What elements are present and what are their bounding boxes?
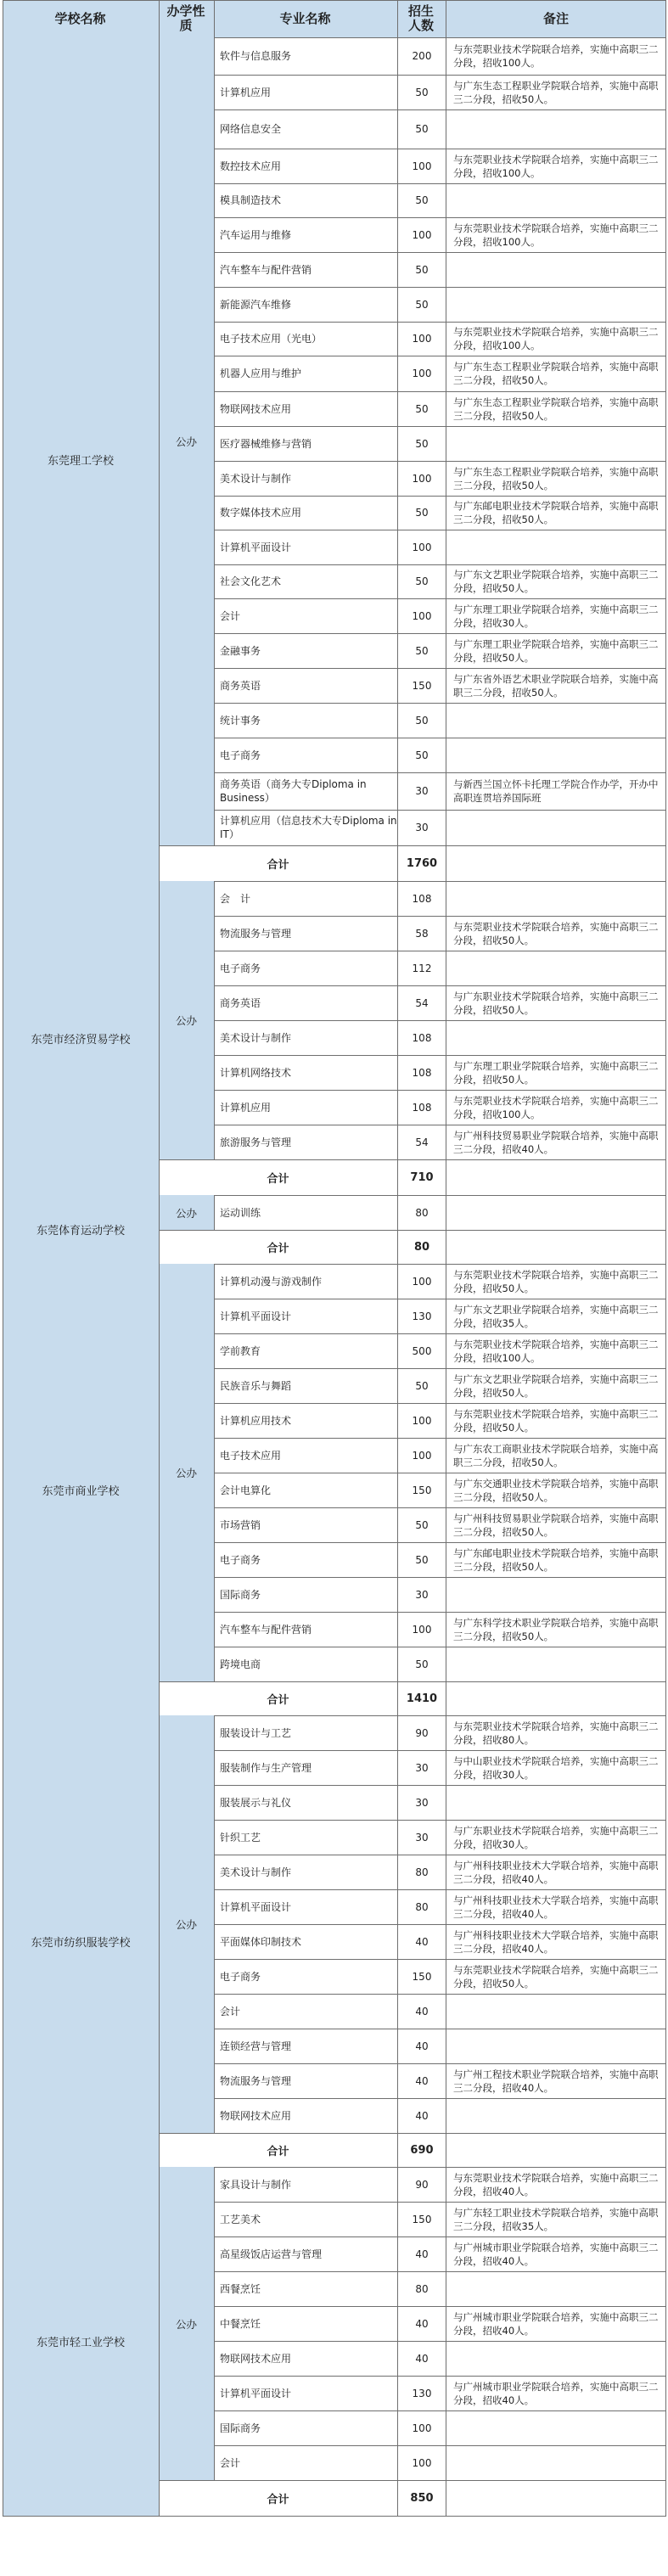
- school-name: 东莞市纺织服装学校: [31, 1936, 131, 1950]
- header-remarks: 备注: [542, 10, 569, 26]
- column-rule: [214, 1715, 215, 2133]
- remarks: 与广州城市职业学院联合培养，实施中高职三二分段，招收40人。: [453, 2380, 659, 2406]
- column-rule: [159, 1715, 160, 2167]
- major-name: 服装展示与礼仪: [220, 1796, 292, 1809]
- remarks: [446, 810, 666, 845]
- remarks: 与东莞职业技术学院联合培养，实施中高职三二分段，招收100人。: [453, 222, 659, 248]
- enrollment-count: 30: [415, 1588, 429, 1601]
- enrollment-count: 50: [415, 1379, 429, 1392]
- enrollment-count: 108: [412, 1031, 432, 1044]
- enrollment-count: 30: [415, 785, 429, 797]
- remarks: 与广东生态工程职业学院联合培养，实施中高职三二分段，招收50人。: [453, 465, 659, 491]
- major-name: 机器人应用与维护: [220, 368, 302, 379]
- column-rule: [214, 1195, 215, 1230]
- total-label: 合计: [267, 858, 289, 872]
- major-name: 运动训练: [220, 1206, 261, 1219]
- enrollment-count: 100: [412, 1449, 432, 1462]
- total-label: 合计: [267, 2145, 289, 2158]
- remarks: 与新西兰国立怀卡托理工学院合作办学，开办中高职连贯培养国际班: [453, 778, 659, 804]
- major-name: 商务英语: [220, 679, 261, 692]
- enrollment-count: 50: [415, 437, 429, 450]
- remarks: 与广东理工职业学院联合培养，实施中高职三二分段，招收50人。: [453, 1059, 659, 1086]
- remarks: 与东莞职业技术学院联合培养，实施中高职三二分段，招收50人。: [453, 1407, 659, 1434]
- remarks: [446, 2341, 666, 2376]
- major-name: 物联网技术应用: [220, 402, 292, 415]
- enrollment-count: 100: [412, 1623, 432, 1636]
- school-nature: 公办: [175, 1206, 197, 1220]
- major-name: 美术设计与制作: [220, 472, 292, 485]
- remarks: 与东莞职业技术学院联合培养，实施中高职三二分段，招收100人。: [453, 326, 659, 351]
- remarks: 与广州城市职业学院联合培养，实施中高职三二分段，招收40人。: [453, 2241, 659, 2267]
- major-name: 会计: [220, 609, 241, 622]
- total-count: 850: [410, 2491, 434, 2505]
- table-right-border: [665, 0, 666, 2516]
- major-name: 电子技术应用: [220, 1449, 282, 1462]
- remarks: 与广东文艺职业学院联合培养，实施中高职三二分段，招收50人。: [453, 1372, 659, 1399]
- enrollment-count: 54: [415, 1136, 429, 1148]
- major-name: 软件与信息服务: [220, 50, 292, 62]
- enrollment-count: 54: [415, 996, 429, 1009]
- major-name: 网络信息安全: [220, 123, 282, 135]
- enrollment-count: 50: [415, 402, 429, 415]
- remarks: [446, 2098, 666, 2133]
- table-top-border: [3, 0, 666, 1]
- enrollment-count: 40: [415, 2109, 429, 2122]
- enrollment-count: 30: [415, 1831, 429, 1844]
- enrollment-count: 100: [412, 160, 432, 172]
- enrollment-count: 80: [415, 1206, 429, 1219]
- remarks: 与东莞职业技术学院联合培养，实施中高职三二分段，招收100人。: [453, 43, 659, 69]
- major-name: 汽车整车与配件营销: [220, 1623, 312, 1636]
- major-name: 数字媒体技术应用: [220, 507, 302, 519]
- remarks: [446, 252, 666, 287]
- block-rule: [3, 2516, 666, 2517]
- enrollment-count: 108: [412, 1101, 432, 1114]
- enrollment-count: 50: [415, 1553, 429, 1566]
- enrollment-count: 40: [415, 2317, 429, 2330]
- remarks: 与广州科技职业技术大学联合培养，实施中高职三二分段，招收40人。: [453, 1928, 659, 1955]
- enrollment-count: 40: [415, 2040, 429, 2052]
- remarks: 与东莞职业技术学院联合培养，实施中高职三二分段，招收40人。: [453, 2171, 659, 2197]
- enrollment-count: 100: [412, 609, 432, 622]
- enrollment-count: 50: [415, 123, 429, 135]
- school-nature: 公办: [175, 1918, 197, 1931]
- enrollment-count: 50: [415, 714, 429, 727]
- enrollment-table: [3, 0, 666, 2573]
- major-name: 统计事务: [220, 714, 261, 727]
- remarks: 与广东文艺职业学院联合培养，实施中高职三二分段，招收50人。: [453, 569, 659, 594]
- enrollment-count: 50: [415, 644, 429, 657]
- total-label: 合计: [267, 1242, 289, 1255]
- enrollment-count: 50: [415, 86, 429, 98]
- major-name: 金融事务: [220, 644, 261, 657]
- enrollment-count: 40: [415, 2248, 429, 2260]
- major-name: 计算机动漫与游戏制作: [220, 1275, 323, 1288]
- remarks: [446, 1994, 666, 2029]
- column-rule: [214, 2167, 215, 2480]
- major-name: 国际商务: [220, 1588, 261, 1601]
- remarks: [446, 951, 666, 985]
- remarks: [446, 1647, 666, 1681]
- enrollment-count: 40: [415, 1935, 429, 1948]
- school-nature: 公办: [175, 1467, 197, 1479]
- major-name: 物联网技术应用: [220, 2109, 292, 2122]
- major-name: 计算机平面设计: [220, 541, 292, 553]
- remarks: [446, 703, 666, 738]
- major-name: 国际商务: [220, 2422, 261, 2434]
- remarks: [446, 1195, 666, 1230]
- column-rule: [159, 37, 160, 881]
- major-name: 家具设计与制作: [220, 2178, 292, 2191]
- enrollment-count: 80: [415, 2282, 429, 2295]
- major-name: 学前教育: [220, 1344, 261, 1357]
- school-name: 东莞体育运动学校: [36, 1225, 125, 1237]
- major-name: 美术设计与制作: [220, 1031, 292, 1044]
- total-label: 合计: [267, 1172, 289, 1186]
- remarks: 与广东生态工程职业学院联合培养，实施中高职三二分段，招收50人。: [453, 396, 659, 422]
- major-name: 计算机应用技术: [220, 1414, 292, 1427]
- major-name: 医疗器械维修与营销: [220, 437, 312, 450]
- column-rule: [397, 881, 398, 1195]
- remarks: 与广东农工商职业技术学院联合培养，实施中高职三二分段，招收50人。: [453, 1442, 659, 1468]
- total-count: 710: [410, 1170, 434, 1184]
- header-school-name: 学校名称: [54, 10, 106, 26]
- remarks: 与广东理工职业学院联合培养，实施中高职三二分段，招收30人。: [453, 603, 659, 629]
- column-rule: [397, 1264, 398, 1715]
- enrollment-count: 108: [412, 1066, 432, 1079]
- school-nature: 公办: [175, 2317, 197, 2331]
- enrollment-count: 30: [415, 1761, 429, 1774]
- remarks: 与广东邮电职业技术学院联合培养，实施中高职三二分段，招收50人。: [453, 500, 659, 525]
- enrollment-count: 90: [415, 2178, 429, 2191]
- major-name: 连锁经营与管理: [220, 2040, 292, 2052]
- major-name: 会计电算化: [220, 1484, 272, 1496]
- school-name: 东莞市商业学校: [42, 1484, 120, 1498]
- enrollment-count: 50: [415, 1658, 429, 1670]
- major-name: 商务英语（商务大专Diploma in Business）: [220, 778, 367, 804]
- enrollment-count: 90: [415, 1726, 429, 1739]
- remarks: [446, 2029, 666, 2063]
- total-label: 合计: [267, 1693, 289, 1707]
- enrollment-count: 100: [412, 2422, 432, 2434]
- total-label: 合计: [267, 2493, 289, 2506]
- major-name: 会计: [220, 2005, 241, 2018]
- remarks: 与广州科技贸易职业学院联合培养，实施中高职三二分段，招收40人。: [453, 1129, 659, 1155]
- major-name: 跨境电商: [220, 1658, 261, 1670]
- enrollment-count: 130: [412, 1310, 432, 1322]
- remarks: 与广州科技贸易职业学院联合培养，实施中高职三二分段，招收50人。: [453, 1512, 659, 1538]
- enrollment-count: 58: [415, 927, 429, 940]
- remarks: 与广东省外语艺术职业学院联合培养，实施中高职三二分段，招收50人。: [453, 672, 659, 699]
- column-rule: [214, 1264, 215, 1681]
- major-name: 社会文化艺术: [220, 575, 282, 587]
- enrollment-count: 50: [415, 1518, 429, 1531]
- total-count: 80: [413, 1240, 430, 1254]
- remarks: 与广东生态工程职业学院联合培养，实施中高职三二分段，招收50人。: [453, 79, 659, 105]
- major-name: 中餐烹饪: [220, 2317, 261, 2330]
- column-rule: [397, 37, 398, 881]
- remarks: 与东莞职业技术学院联合培养，实施中高职三二分段，招收100人。: [453, 1094, 659, 1120]
- total-count: 690: [410, 2143, 434, 2157]
- header-column-rule: [397, 0, 398, 37]
- remarks: 与广东职业技术学院联合培养，实施中高职三二分段，招收50人。: [453, 990, 659, 1016]
- enrollment-count: 50: [415, 575, 429, 587]
- major-name: 计算机应用: [220, 1101, 272, 1114]
- major-name: 高星级饭店运营与管理: [220, 2248, 323, 2260]
- school-name: 东莞理工学校: [47, 454, 114, 468]
- enrollment-count: 100: [412, 228, 432, 241]
- remarks: 与广东理工职业学院联合培养，实施中高职三二分段，招收50人。: [453, 637, 659, 664]
- major-name: 计算机平面设计: [220, 1900, 292, 1913]
- remarks: [446, 109, 666, 149]
- remarks: 与东莞职业技术学院联合培养，实施中高职三二分段，招收100人。: [453, 1338, 659, 1364]
- remarks: 与东莞职业技术学院联合培养，实施中高职三二分段，招收50人。: [453, 1268, 659, 1294]
- enrollment-count: 150: [412, 1484, 432, 1496]
- major-name: 计算机应用: [220, 86, 272, 98]
- enrollment-count: 200: [412, 50, 432, 62]
- major-name: 汽车运用与维修: [220, 228, 292, 241]
- enrollment-count: 100: [412, 333, 432, 345]
- enrollment-count: 30: [415, 1796, 429, 1809]
- enrollment-count: 100: [412, 368, 432, 379]
- remarks: 与广东轻工职业技术学院联合培养，实施中高职三二分段，招收35人。: [453, 2206, 659, 2232]
- enrollment-count: 30: [415, 822, 429, 833]
- major-name: 计算机平面设计: [220, 1310, 292, 1322]
- major-name: 会计: [220, 2456, 241, 2469]
- enrollment-count: 50: [415, 507, 429, 519]
- school-name: 东莞市经济贸易学校: [31, 1033, 131, 1047]
- major-name: 电子商务: [220, 962, 261, 974]
- major-name: 物联网技术应用: [220, 2352, 292, 2365]
- column-rule: [214, 37, 215, 845]
- major-name: 电子商务: [220, 749, 261, 761]
- column-rule: [397, 2167, 398, 2516]
- major-name: 工艺美术: [220, 2213, 261, 2225]
- enrollment-count: 40: [415, 2352, 429, 2365]
- total-count: 1410: [406, 1692, 438, 1705]
- major-name: 电子商务: [220, 1970, 261, 1983]
- enrollment-count: 150: [412, 1970, 432, 1983]
- enrollment-count: 100: [412, 1275, 432, 1288]
- enrollment-count: 108: [412, 892, 432, 905]
- remarks: [446, 2445, 666, 2480]
- remarks: [446, 1020, 666, 1055]
- enrollment-count: 100: [412, 2456, 432, 2469]
- major-name: 服装制作与生产管理: [220, 1761, 312, 1774]
- column-rule: [159, 881, 160, 1195]
- major-name: 美术设计与制作: [220, 1866, 292, 1878]
- remarks: 与广东邮电职业技术学院联合培养，实施中高职三二分段，招收50人。: [453, 1546, 659, 1573]
- remarks: 与广东生态工程职业学院联合培养，实施中高职三二分段，招收50人。: [453, 361, 659, 386]
- enrollment-count: 130: [412, 2387, 432, 2399]
- remarks: 与东莞职业技术学院联合培养，实施中高职三二分段，招收100人。: [453, 153, 659, 179]
- major-name: 市场营销: [220, 1518, 261, 1531]
- school-name: 东莞市轻工业学校: [36, 2337, 125, 2349]
- remarks: 与东莞职业技术学院联合培养，实施中高职三二分段，招收50人。: [453, 920, 659, 946]
- column-rule: [397, 1715, 398, 2167]
- remarks: [446, 530, 666, 564]
- remarks: [446, 1577, 666, 1612]
- school-nature: 公办: [175, 1014, 197, 1027]
- enrollment-count: 40: [415, 2074, 429, 2087]
- enrollment-count: 150: [412, 2213, 432, 2225]
- major-name: 电子商务: [220, 1553, 261, 1566]
- remarks: [446, 2410, 666, 2445]
- major-name: 针织工艺: [220, 1831, 261, 1844]
- remarks: [446, 287, 666, 322]
- major-name: 物流服务与管理: [220, 2074, 292, 2087]
- header-major-name: 专业名称: [279, 10, 331, 26]
- major-name: 新能源汽车维修: [220, 298, 292, 311]
- remarks: [446, 2271, 666, 2306]
- enrollment-count: 150: [412, 679, 432, 692]
- remarks: [446, 881, 666, 916]
- remarks: 与东莞职业技术学院联合培养，实施中高职三二分段，招收80人。: [453, 1720, 659, 1746]
- remarks: [446, 1785, 666, 1820]
- header-column-rule: [159, 0, 160, 37]
- enrollment-count: 500: [412, 1344, 432, 1357]
- remarks: 与广州城市职业学院联合培养，实施中高职三二分段，招收40人。: [453, 2310, 659, 2337]
- enrollment-count: 100: [412, 541, 432, 553]
- remarks: 与广州科技职业技术大学联合培养，实施中高职三二分段，招收40人。: [453, 1894, 659, 1920]
- major-name: 服装设计与工艺: [220, 1726, 292, 1739]
- column-rule: [159, 2167, 160, 2516]
- major-name: 计算机平面设计: [220, 2387, 292, 2399]
- remarks: 与中山职业技术学院联合培养，实施中高职三二分段，招收30人。: [453, 1754, 659, 1781]
- enrollment-count: 40: [415, 2005, 429, 2018]
- major-name: 电子技术应用（光电）: [220, 333, 323, 345]
- major-name: 计算机网络技术: [220, 1066, 292, 1079]
- enrollment-count: 80: [415, 1866, 429, 1878]
- remarks: 与广东职业技术学院联合培养，实施中高职三二分段，招收30人。: [453, 1824, 659, 1850]
- remarks: 与广州科技职业技术大学联合培养，实施中高职三二分段，招收40人。: [453, 1859, 659, 1885]
- remarks: 与广东交通职业技术学院联合培养，实施中高职三二分段，招收50人。: [453, 1477, 659, 1503]
- column-rule: [214, 881, 215, 1159]
- remarks: 与广东文艺职业学院联合培养，实施中高职三二分段，招收35人。: [453, 1303, 659, 1329]
- enrollment-count: 50: [415, 298, 429, 311]
- column-rule: [159, 1264, 160, 1715]
- total-count: 1760: [406, 856, 438, 870]
- enrollment-count: 100: [412, 1414, 432, 1427]
- major-name: 物流服务与管理: [220, 927, 292, 940]
- remarks: [446, 426, 666, 461]
- school-nature: 公办: [175, 435, 197, 448]
- remarks: [446, 738, 666, 772]
- major-name: 汽车整车与配件营销: [220, 263, 312, 276]
- header-nature: 办学性质: [166, 3, 205, 33]
- major-name: 计算机应用（信息技术大专Diploma in IT）: [220, 815, 397, 840]
- remarks: 与广州工程技术职业学院联合培养，实施中高职三二分段，招收40人。: [453, 2068, 659, 2094]
- major-name: 模具制造技术: [220, 194, 282, 206]
- enrollment-count: 50: [415, 194, 429, 206]
- remarks: 与东莞职业技术学院联合培养，实施中高职三二分段，招收50人。: [453, 1963, 659, 1990]
- enrollment-count: 80: [415, 1900, 429, 1913]
- major-name: 商务英语: [220, 996, 261, 1009]
- major-name: 平面媒体印制技术: [220, 1935, 302, 1948]
- major-name: 西餐烹饪: [220, 2282, 261, 2295]
- enrollment-count: 50: [415, 749, 429, 761]
- major-name: 数控技术应用: [220, 160, 282, 172]
- enrollment-count: 50: [415, 263, 429, 276]
- enrollment-count: 100: [412, 472, 432, 485]
- remarks: 与广东科学技术职业学院联合培养，实施中高职三二分段，招收50人。: [453, 1616, 659, 1642]
- enrollment-count: 112: [412, 962, 432, 974]
- major-name: 民族音乐与舞蹈: [220, 1379, 292, 1392]
- header-enrollment: 招生人数: [407, 3, 434, 33]
- header-column-rule: [214, 0, 215, 37]
- remarks: [446, 183, 666, 217]
- major-name: 旅游服务与管理: [220, 1136, 292, 1148]
- major-name: 会 计: [220, 892, 251, 905]
